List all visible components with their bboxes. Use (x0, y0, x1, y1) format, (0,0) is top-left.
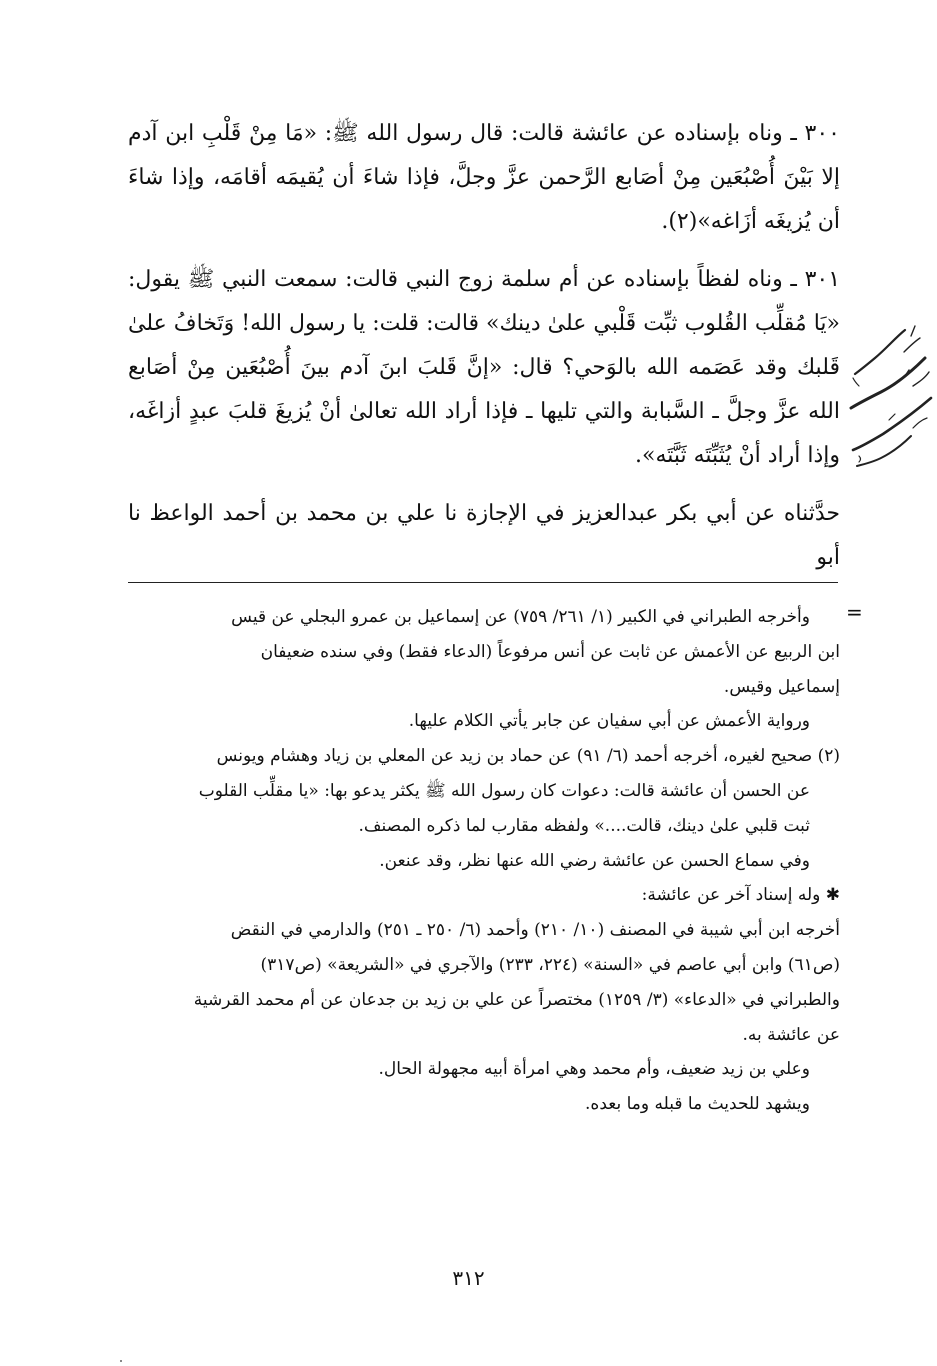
handwritten-margin-note (845, 318, 937, 478)
footnote-line: عن عائشة به. (742, 1024, 840, 1045)
footnote-divider (128, 582, 838, 583)
hadith-301: ٣٠١ ـ وناه لفظاً بإسناده عن أم سلمة زوج النبي قالت: سمعت النبي ﷺ يقول: «يَا مُقلِّب القُلوب ثبِّت قَلْبي علىٰ دينك» قالت: قلت: يا رسول الله! وَتَخافُ علىٰ قَلبك وقد عَصَمه الله بالوَحي؟ قال: «إنَّ قَلبَ ابنَ آدم بينَ أُصْبُعَين مِنْ أصَابع الله عزَّ وجلَّ ـ السَّبابة والتي تليها ـ فإذا أراد الله تعالىٰ أنْ يُزيغَ قلبَ عبدٍ أزاغَه، وإذا أراد أنْ يُثَبِّتَه ثَبَّتَه». (128, 267, 841, 468)
footnote-line: وفي سماع الحسن عن عائشة رضي الله عنها نظر، وقد عنعن. (379, 850, 810, 871)
footnote-line: ✱ وله إسناد آخر عن عائشة: (641, 885, 840, 906)
footnote-line: أخرجه ابن أبي شيبة في المصنف (١٠/ ٢١٠) وأحمد (٦/ ٢٥٠ ـ ٢٥١) والدارمي في النقض (230, 920, 840, 941)
footnote-line: وعلي بن زيد ضعيف، وأم محمد وهي امرأة أبيه مجهولة الحال. (378, 1059, 810, 1080)
footnote-line: عن الحسن أن عائشة قالت: دعوات كان رسول الله ﷺ يكثر يدعو بها: «يا مقلِّب القلوب (198, 780, 810, 801)
footnote-line: ابن الربيع عن الأعمش عن ثابت عن أنس مرفوعاً (الدعاء فقط) وفي سنده ضعيفان (260, 641, 840, 662)
scan-speck (120, 1360, 122, 1362)
footnote-2-start: (٢) صحيح لغيره، أخرجه أحمد (٦/ ٩١) عن حماد بن زيد عن المعلي بن زياد وهشام ويونس (216, 746, 840, 767)
footnote-line: والطبراني في «الدعاء» (٣/ ١٢٥٩) مختصراً عن علي بن زيد بن جدعان عن أم محمد القرشية (193, 989, 840, 1010)
footnote-line: (ص٦١) وابن أبي عاصم في «السنة» (٢٢٤، ٢٣٣) والآجري في «الشريعة» (ص٣١٧) (260, 954, 840, 975)
footnotes (128, 600, 840, 1122)
isnad-paragraph: حدَّثناه عن أبي بكر عبدالعزيز في الإجازة نا علي بن محمد بن أحمد الواعظ نا أبو (128, 501, 840, 570)
page-number: ٣١٢ (452, 1266, 485, 1290)
footnote-line: ويشهد للحديث ما قبله وما بعده. (585, 1094, 810, 1115)
footnote-line: إسماعيل وقيس. (723, 676, 840, 697)
footnote-continuation-mark: = (846, 600, 863, 624)
hadith-300: ٣٠٠ ـ وناه بإسناده عن عائشة قالت: قال رسول الله ﷺ: «مَا مِنْ قَلْبِ ابن آدم إلا بَيْنَ أُصْبُعَين مِنْ أصَابع الرَّحمن عزَّ وجلَّ، فإذا شاءَ أن يُقيمَه أقامَه، وإذا شاءَ أن يُزيغَه أزَاغه»(٢). (128, 121, 840, 234)
footnote-line: وأخرجه الطبراني في الكبير (١/ ٢٦١/ ٧٥٩) عن إسماعيل بن عمرو البجلي عن قيس (231, 607, 810, 627)
footnote-line: ورواية الأعمش عن أبي سفيان عن جابر يأتي الكلام عليها. (408, 711, 810, 732)
footnote-line: ثبت قلبي علىٰ دينك، قالت....» ولفظه مقارب لما ذكره المصنف. (358, 815, 810, 836)
main-text (128, 112, 840, 580)
